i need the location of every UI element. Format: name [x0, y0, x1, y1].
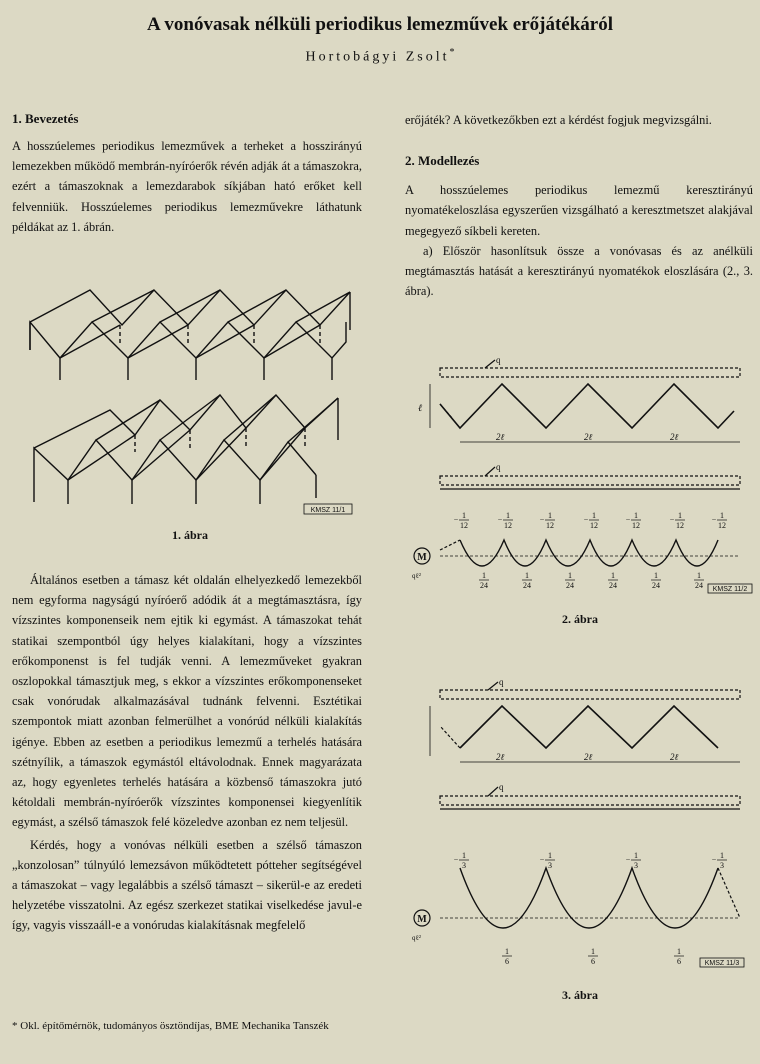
figure-3-top-label-3 [626, 851, 641, 870]
author-name: Hortobágyi Zsolt [305, 49, 450, 65]
svg-text:1: 1 [634, 511, 638, 520]
figure-3-stamp: KMSZ 11/3 [704, 960, 740, 967]
right-column [405, 110, 753, 301]
figure-3-top-label-2 [540, 851, 555, 870]
svg-text:1: 1 [525, 571, 529, 580]
figure-1-drawing [20, 270, 365, 525]
figure-3-caption: 3. ábra [562, 988, 598, 1002]
figure-2-moment-labels [454, 511, 727, 590]
svg-text:6: 6 [505, 957, 509, 966]
svg-text:3: 3 [462, 861, 466, 870]
svg-text:12: 12 [546, 521, 554, 530]
svg-text:12: 12 [590, 521, 598, 530]
svg-text:1: 1 [548, 511, 552, 520]
svg-text:1: 1 [611, 571, 615, 580]
figure-3-drawing [400, 676, 755, 976]
figure-1-caption: 1. ábra [172, 528, 208, 542]
footnote: * Okl. építőmérnök, tudományos ösztöndíjas, BME Mechanika Tanszék [12, 1020, 329, 1032]
figure-3-moment-curve [460, 868, 718, 928]
svg-text:−: − [453, 855, 459, 864]
figure-2-moment-symbol: M [417, 552, 427, 563]
svg-text:−: − [583, 515, 589, 524]
figure-2-top-label-5 [626, 511, 641, 530]
svg-text:3: 3 [634, 861, 638, 870]
svg-text:24: 24 [695, 581, 703, 590]
svg-text:12: 12 [460, 521, 468, 530]
svg-text:12: 12 [676, 521, 684, 530]
page-title: A vonóvasak nélküli periodikus lemezművek erőjátékáról [146, 14, 614, 35]
left-column-lower [12, 570, 362, 936]
author [0, 47, 760, 66]
svg-text:1: 1 [592, 511, 596, 520]
figure-2-caption: 2. ábra [562, 612, 598, 626]
svg-text:1: 1 [720, 511, 724, 520]
figure-3-load-label-bottom: q [499, 782, 504, 792]
paragraph-5: a) Először hasonlítsuk össze a vonóvasas és az anélküli megtámasztás hatását a keresztirányú nyomatékok eloszlására (2., 3. ábra). [405, 243, 753, 299]
figure-3-frame-top [460, 706, 718, 748]
figure-3-load-bar-top [440, 677, 740, 699]
figure-2-bottom-label-5 [651, 571, 661, 590]
svg-text:−: − [497, 515, 503, 524]
figure-1-upper-structure [30, 290, 350, 380]
svg-text:−: − [669, 515, 675, 524]
figure-2-moment-diagram [440, 540, 740, 566]
author-footnote-mark: * [449, 47, 455, 58]
svg-text:1: 1 [677, 947, 681, 956]
figure-3-load-label-top: q [499, 677, 504, 687]
figure-3-span-label-2: 2ℓ [584, 752, 593, 762]
figure-2-drawing [400, 356, 755, 604]
figure-2-top-label-3 [540, 511, 555, 530]
svg-text:24: 24 [566, 581, 574, 590]
figure-3-bottom-label-1 [502, 947, 512, 966]
figure-2-moment-factor: qℓ² [412, 572, 421, 580]
svg-text:1: 1 [678, 511, 682, 520]
figure-2-span-label-3: 2ℓ [670, 432, 679, 442]
svg-text:−: − [625, 855, 631, 864]
figure-3-bottom-label-2 [588, 947, 598, 966]
figure-2-bottom-label-2 [522, 571, 532, 590]
svg-text:1: 1 [462, 851, 466, 860]
figure-3-span-label-1: 2ℓ [496, 752, 505, 762]
svg-text:1: 1 [506, 511, 510, 520]
svg-text:3: 3 [720, 861, 724, 870]
svg-text:6: 6 [591, 957, 595, 966]
svg-text:12: 12 [718, 521, 726, 530]
svg-text:−: − [711, 855, 717, 864]
svg-text:6: 6 [677, 957, 681, 966]
svg-text:−: − [711, 515, 717, 524]
figure-2-height-label: ℓ [418, 403, 423, 414]
svg-text:12: 12 [504, 521, 512, 530]
svg-text:1: 1 [548, 851, 552, 860]
figure-2-span-label-2: 2ℓ [584, 432, 593, 442]
svg-text:3: 3 [548, 861, 552, 870]
figure-2-load-label-top: q [496, 356, 501, 365]
figure-2-top-label-2 [498, 511, 513, 530]
figure-2-span-label-1: 2ℓ [496, 432, 505, 442]
figure-3-moment-symbol: M [417, 914, 427, 925]
svg-text:−: − [539, 855, 545, 864]
figure-2-top-label-4 [584, 511, 599, 530]
paragraph-2: Általános esetben a támasz két oldalán elhelyezkedő lemezekből nem egyforma nagyságú nyíróerő adódik át a megtámasztásra, így vízszintes komponenseik nem ejtik ki egymást. A támaszokat tehát statikai szempontból úgy helyes kialakítani, hogy a vízszintes erőkomponenst is fel tudják venni. A lemezműveket gyakran oszlopokkal támasztjuk meg, s ekkor a vízszintes erőkomponenseket csak vonórudak alkalmazásával tudnánk felvenni. Esztétikai szempontok miatt azonban felmerülhet a vonórúd nélküli kialakítás igénye. Ebben az esetben a periodikus lemezmű a terhelés hatására szétnyílik, a támaszok egymástól eltávolodnak. Ennek magyarázata az, hogy egyenletes terhelés hatására a közbenső támaszokra jutó kétoldali membrán-nyíróerők vízszintes komponensei kiegyenlítik egymást, a szélső támaszok felé közeledve azonban ez nem teljesül. [12, 573, 362, 830]
figure-3-moment-labels [454, 851, 727, 966]
svg-text:24: 24 [523, 581, 531, 590]
svg-text:−: − [625, 515, 631, 524]
paragraph-3: Kérdés, hogy a vonóvas nélküli esetben a szélső támaszon „konzolosan” túlnyúló lemezsávon működtetett pótteher segítségével a támaszokat – vagy legalábbis a szélső támaszt – sikerül-e az eredeti helyzetébe visszatolni. Az egész szerkezet statikai viselkedése javul-e így, vagyis visszaáll-e a vonórudas kialakításnak megfelelő [12, 837, 362, 933]
figure-2-bottom-label-3 [565, 571, 575, 590]
svg-text:24: 24 [480, 581, 488, 590]
figure-2-top-label-1 [454, 511, 469, 530]
svg-text:1: 1 [505, 947, 509, 956]
section-heading-modelling: 2. Modellezés [405, 153, 480, 169]
figure-3-moment-factor: qℓ² [412, 934, 421, 942]
figure-3-moment-diagram [440, 868, 740, 928]
figure-1-lower-structure [34, 395, 338, 504]
figure-2-bottom-label-6 [694, 571, 704, 590]
figure-3-load-bar-bottom [440, 782, 740, 809]
figure-3-span-label-3: 2ℓ [670, 752, 679, 762]
svg-text:12: 12 [632, 521, 640, 530]
section-heading-introduction: 1. Bevezetés [12, 111, 79, 126]
paragraph-4: A hosszúelemes periodikus lemezmű keresztirányú nyomatékeloszlása egyszerűen vizsgálható a keresztmetszet alakjával megegyező síkbeli kereten. [405, 183, 753, 238]
svg-text:1: 1 [462, 511, 466, 520]
svg-text:−: − [539, 515, 545, 524]
figure-2-top-label-7 [712, 511, 727, 530]
svg-text:1: 1 [568, 571, 572, 580]
svg-text:24: 24 [652, 581, 660, 590]
figure-2-bottom-label-4 [608, 571, 618, 590]
svg-text:1: 1 [654, 571, 658, 580]
figure-3-top-label-1 [454, 851, 469, 870]
paragraph-continued: erőjáték? A következőkben ezt a kérdést fogjuk megvizsgálni. [405, 113, 712, 127]
figure-2-moment-curve [460, 540, 718, 566]
svg-text:1: 1 [591, 947, 595, 956]
figure-2-load-bar-top [440, 356, 740, 377]
figure-2-moment-extension [440, 540, 460, 550]
svg-text:1: 1 [634, 851, 638, 860]
figure-3-top-label-4 [712, 851, 727, 870]
figure-1-stamp: KMSZ 11/1 [310, 507, 346, 514]
paragraph-1: A hosszúelemes periodikus lemezművek a terheket a hosszirányú lemezekben működő membrán-nyíróerők révén adják át a támaszokra, ezért a támaszoknak a lemezdarabok síkjában ható erőket kell felvenniük. Hosszúelemes periodikus lemezművekre láthatunk példákat az 1. ábrán. [12, 139, 362, 234]
figure-2-bottom-label-1 [479, 571, 489, 590]
svg-text:−: − [453, 515, 459, 524]
figure-3-bottom-label-3 [674, 947, 684, 966]
figure-2-load-label-bottom: q [496, 462, 501, 472]
figure-2-frame-top [440, 384, 734, 428]
svg-text:24: 24 [609, 581, 617, 590]
figure-2-top-label-6 [670, 511, 685, 530]
left-column [12, 110, 362, 237]
figure-3-moment-extension [718, 868, 740, 918]
svg-text:1: 1 [482, 571, 486, 580]
figure-2-stamp: KMSZ 11/2 [712, 586, 748, 593]
svg-text:1: 1 [720, 851, 724, 860]
svg-text:1: 1 [697, 571, 701, 580]
figure-2-load-bar-bottom [440, 462, 740, 489]
